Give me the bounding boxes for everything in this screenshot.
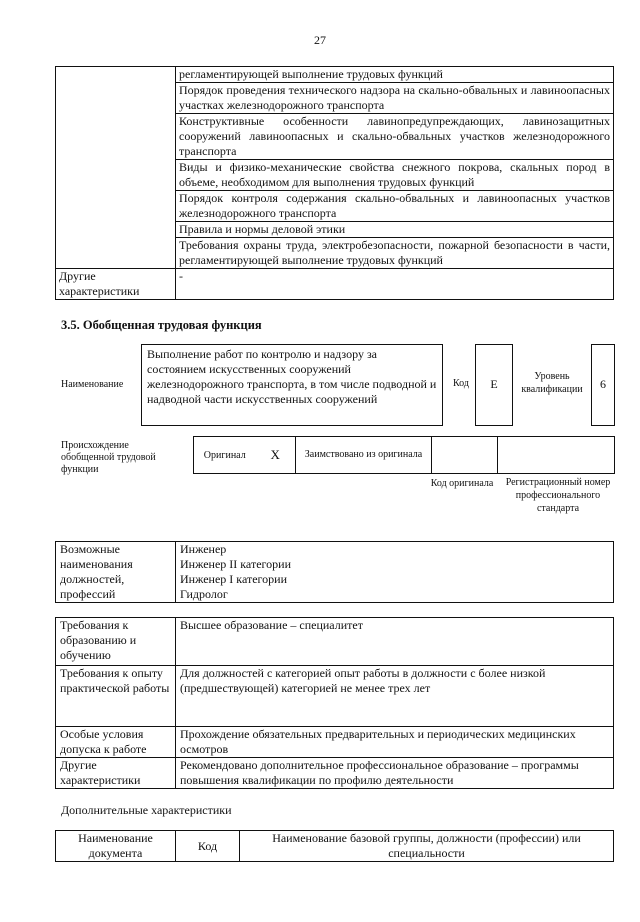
knowledge-item: Порядок контроля содержания скально-обвальных и лавиноопасных участков железнодорожного транспорта xyxy=(176,191,614,222)
gtf-level-value: 6 xyxy=(591,344,615,426)
table-row xyxy=(56,666,614,727)
knowledge-item: Порядок проведения технического надзора на скально-обвальных и лавиноопасных участках железнодорожного транспорта xyxy=(176,83,614,114)
origin-borrowed-label: Заимствовано из оригинала xyxy=(296,437,432,474)
education-value: Высшее образование – специалитет xyxy=(176,618,614,666)
knowledge-item: Правила и нормы деловой этики xyxy=(176,222,614,238)
table-row xyxy=(56,831,614,862)
additional-title: Дополнительные характеристики xyxy=(61,803,232,817)
education-label: Требования к образованию и обучению xyxy=(56,618,176,666)
header-base-group: Наименование базовой группы, должности (профессии) или специальности xyxy=(240,831,614,862)
gtf-level-label: Уровень квалификации xyxy=(521,371,583,395)
table-row xyxy=(56,542,614,603)
experience-label: Требования к опыту практической работы xyxy=(56,666,176,727)
position-item: Инженер I категории xyxy=(180,572,287,586)
gtf-name-label: Наименование xyxy=(61,379,124,390)
positions-label: Возможные наименования должностей, профессий xyxy=(56,542,176,603)
header-document-name: Наименование документа xyxy=(56,831,176,862)
additional-table xyxy=(55,830,614,862)
page-number: 27 xyxy=(314,33,326,47)
table-row xyxy=(194,437,615,474)
gtf-code-value: E xyxy=(475,344,513,426)
position-item: Гидролог xyxy=(180,587,228,601)
position-item: Инженер xyxy=(180,542,227,556)
knowledge-item: Виды и физико-механические свойства снежного покрова, скальных пород в объеме, необходимом для выполнения трудовых функций xyxy=(176,160,614,191)
table-row xyxy=(56,758,614,789)
knowledge-item: Конструктивные особенности лавинопредупреждающих, лавинозащитных сооружений лавиноопасных и скально-обвальных участков железнодорожного транспорта xyxy=(176,114,614,160)
positions-values xyxy=(176,542,614,603)
empty-label-cell xyxy=(56,67,176,269)
admission-value: Прохождение обязательных предварительных и периодических медицинских осмотров xyxy=(176,727,614,758)
table-row xyxy=(56,618,614,666)
other-characteristics-value: - xyxy=(176,269,614,300)
admission-label: Особые условия допуска к работе xyxy=(56,727,176,758)
origin-code-caption: Код оригинала xyxy=(430,478,494,489)
header-code: Код xyxy=(176,831,240,862)
origin-label: Происхождение обобщенной трудовой функции xyxy=(61,440,156,475)
origin-reg-cell xyxy=(498,437,615,474)
gtf-code-label: Код xyxy=(453,378,469,389)
other-characteristics-label: Другие характеристики xyxy=(56,269,176,300)
position-item: Инженер II категории xyxy=(180,557,291,571)
knowledge-item: Требования охраны труда, электробезопасности, пожарной безопасности в части, регламентирующей выполнение трудовых функций xyxy=(176,238,614,269)
origin-original-label: Оригинал xyxy=(194,437,256,474)
gtf-name-value: Выполнение работ по контролю и надзору за состоянием искусственных сооружений железнодорожного транспорта, в том числе подводной и надводной части искусственных сооружений xyxy=(141,344,443,426)
requirements-table xyxy=(55,617,614,789)
origin-reg-caption: Регистрационный номер профессионального стандарта xyxy=(505,477,611,514)
experience-value: Для должностей с категорией опыт работы в должности с более низкой (предшествующей) категорией не менее трех лет xyxy=(176,666,614,727)
table-row xyxy=(56,727,614,758)
knowledge-table xyxy=(55,66,614,300)
table-row xyxy=(56,269,614,300)
positions-table xyxy=(55,541,614,603)
table-row xyxy=(56,67,614,83)
origin-table xyxy=(193,436,615,474)
section-title: 3.5. Обобщенная трудовая функция xyxy=(61,318,262,332)
other-value: Рекомендовано дополнительное профессиональное образование – программы повышения квалификации по профилю деятельности xyxy=(176,758,614,789)
other-label: Другие характеристики xyxy=(56,758,176,789)
knowledge-item: регламентирующей выполнение трудовых функций xyxy=(176,67,614,83)
origin-original-mark: X xyxy=(256,437,296,474)
origin-code-cell xyxy=(432,437,498,474)
